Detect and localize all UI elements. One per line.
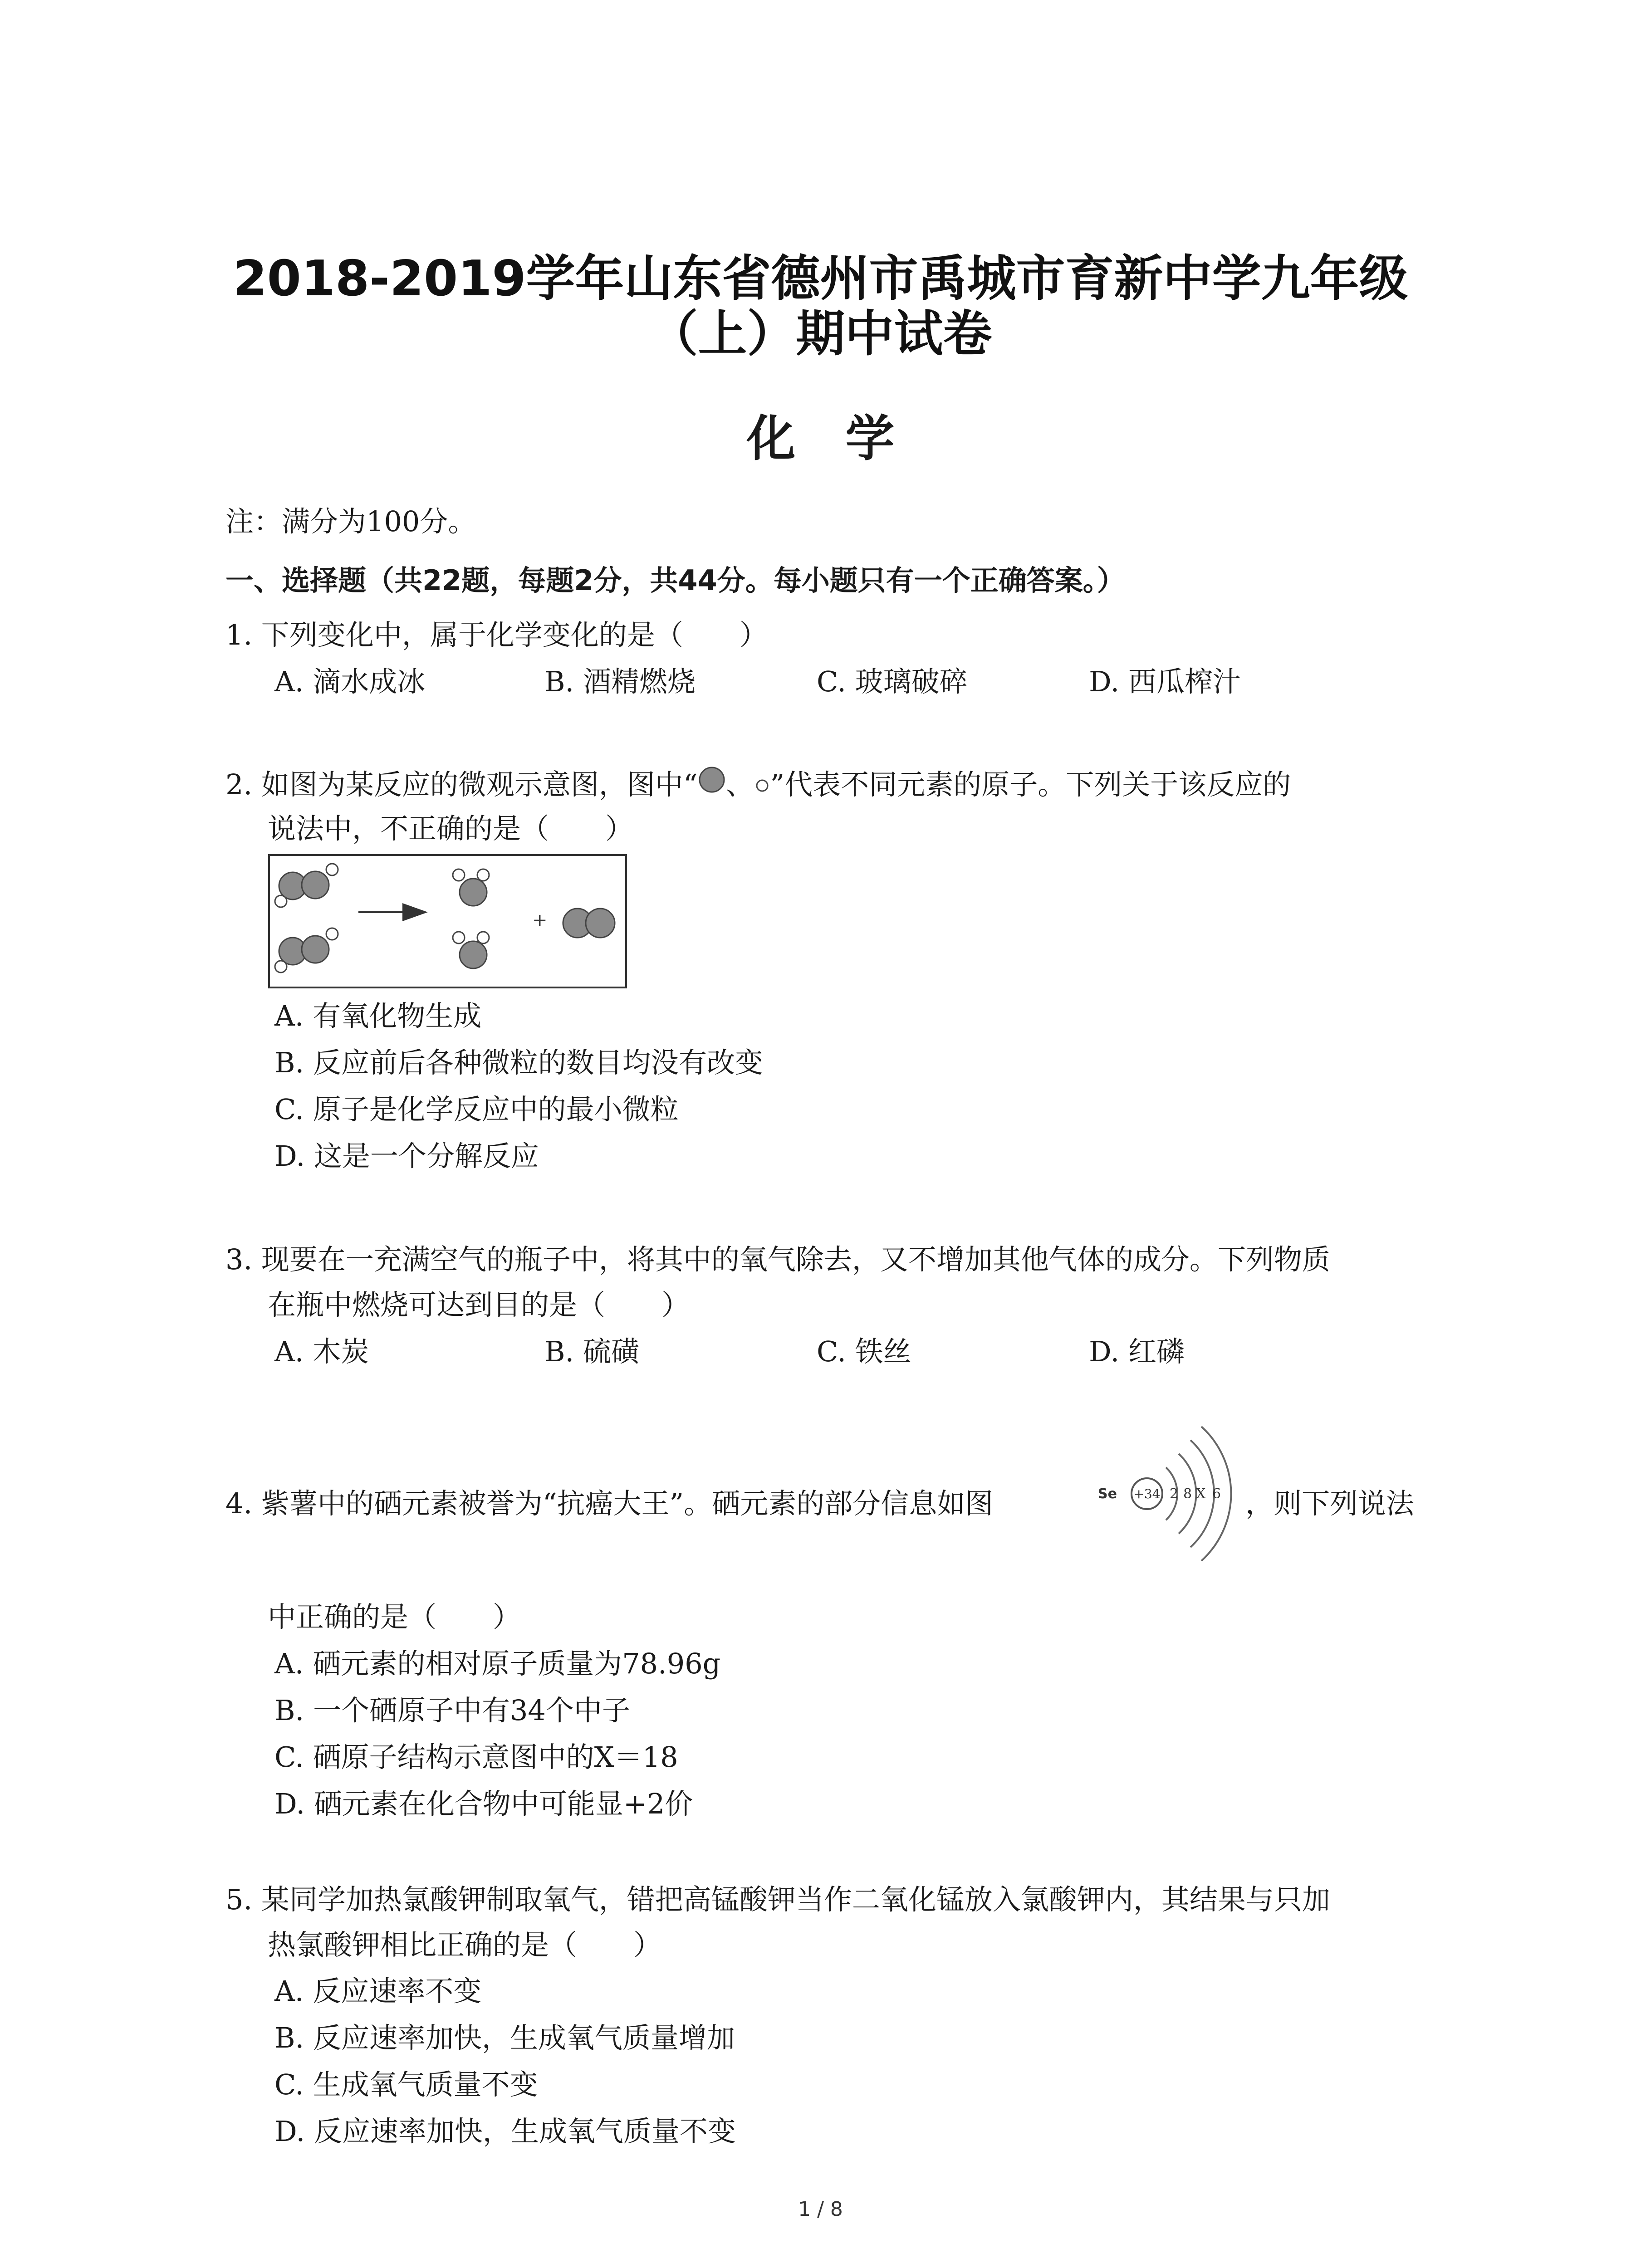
reactant-molecule-2 <box>275 928 338 973</box>
q3-option-c: C. 铁丝 <box>817 1335 911 1368</box>
exam-title-line2: （上）期中试卷 <box>649 306 992 362</box>
q1-option-c: C. 玻璃破碎 <box>817 665 968 698</box>
element-symbol: Se <box>1098 1486 1117 1502</box>
q3-option-b: B. 硫磺 <box>544 1335 639 1368</box>
score-note: 注：满分为100分。 <box>225 505 476 538</box>
q3-option-d: D. 红磷 <box>1089 1335 1185 1368</box>
q5-option-b: B. 反应速率加快，生成氧气质量增加 <box>274 2021 735 2054</box>
question-2-stem-cont: 说法中，不正确的是（ ） <box>268 812 634 845</box>
plus-sign: + <box>532 910 548 931</box>
q4-option-d: D. 硒元素在化合物中可能显+2价 <box>274 1787 693 1820</box>
q1-option-d: D. 西瓜榨汁 <box>1089 665 1241 698</box>
q5-option-c: C. 生成氧气质量不变 <box>274 2068 538 2101</box>
small-atom-icon <box>754 766 770 802</box>
product-water-2 <box>453 932 489 968</box>
q2-stem-mid: 、 <box>725 768 754 801</box>
q3-option-a: A. 木炭 <box>274 1335 369 1368</box>
q1-option-b: B. 酒精燃烧 <box>544 665 696 698</box>
subject-heading: 化学 <box>746 411 945 467</box>
q4-option-a: A. 硒元素的相对原子质量为78.96g <box>274 1647 721 1680</box>
shell-2-electrons: 8 <box>1183 1486 1192 1502</box>
q4-option-c: C. 硒原子结构示意图中的X＝18 <box>274 1740 678 1774</box>
question-4-stem-cont: 中正确的是（ ） <box>268 1600 521 1633</box>
shell-1-electrons: 2 <box>1170 1486 1179 1502</box>
q2-option-d: D. 这是一个分解反应 <box>274 1139 539 1173</box>
large-atom-icon <box>698 766 726 802</box>
exam-title-line1: 2018-2019学年山东省德州市禹城市育新中学九年级 <box>233 250 1408 307</box>
section-heading: 一、选择题（共22题，每题2分，共44分。每小题只有一个正确答案。） <box>225 564 1125 597</box>
q2-stem-post: ”代表不同元素的原子。下列关于该反应的 <box>770 768 1291 801</box>
product-water-1 <box>453 869 489 906</box>
selenium-atom-structure-diagram <box>1093 1418 1243 1572</box>
question-3-stem: 3. 现要在一充满空气的瓶子中，将其中的氧气除去，又不增加其他气体的成分。下列物质 <box>225 1243 1330 1276</box>
q4-option-b: B. 一个硒原子中有34个中子 <box>274 1694 630 1727</box>
question-5-stem: 5. 某同学加热氯酸钾制取氧气，错把高锰酸钾当作二氧化锰放入氯酸钾内，其结果与只加 <box>225 1883 1330 1916</box>
q2-option-b: B. 反应前后各种微粒的数目均没有改变 <box>274 1046 763 1079</box>
question-1-stem: 1. 下列变化中，属于化学变化的是（ ） <box>225 618 768 651</box>
shell-3-electrons: X <box>1196 1486 1206 1502</box>
q5-option-a: A. 反应速率不变 <box>274 1975 482 2008</box>
page-number: 1 / 8 <box>798 2198 843 2221</box>
q5-option-d: D. 反应速率加快，生成氧气质量不变 <box>274 2115 736 2148</box>
shell-4-electrons: 6 <box>1212 1486 1221 1502</box>
product-oxygen <box>563 909 615 938</box>
q2-option-a: A. 有氧化物生成 <box>274 999 482 1032</box>
q2-option-c: C. 原子是化学反应中的最小微粒 <box>274 1093 679 1126</box>
reactant-molecule-1 <box>275 864 338 907</box>
question-4-stem: 4. 紫薯中的硒元素被誉为“抗癌大王”。硒元素的部分信息如图 <box>225 1487 994 1520</box>
question-5-stem-cont: 热氯酸钾相比正确的是（ ） <box>268 1928 662 1961</box>
question-3-stem-cont: 在瓶中燃烧可达到目的是（ ） <box>268 1288 690 1321</box>
q2-stem-pre: 2. 如图为某反应的微观示意图，图中“ <box>225 768 698 801</box>
q1-option-a: A. 滴水成冰 <box>274 665 426 698</box>
question-2-stem <box>225 767 1291 805</box>
reaction-micro-diagram <box>268 854 627 988</box>
nucleus-charge: +34 <box>1133 1486 1161 1501</box>
question-4-stem-tail: ，则下列说法 <box>1245 1487 1415 1520</box>
